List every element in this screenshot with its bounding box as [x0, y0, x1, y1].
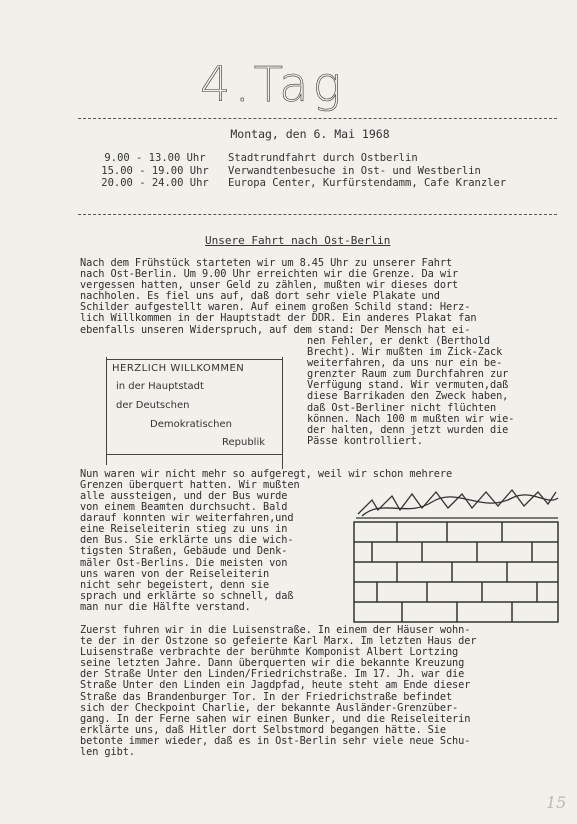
schedule-time: 20.00 - 24.00 Uhr	[101, 177, 209, 189]
sign-post-left	[106, 357, 107, 465]
schedule-time: 15.00 - 19.00 Uhr	[101, 164, 209, 177]
sign-line: der Deutschen	[116, 400, 190, 411]
page-title: 4.Tag	[200, 57, 346, 113]
schedule-row	[82, 165, 562, 178]
paragraph-city-tour: Zuerst fuhren wir in die Luisenstraße. In einem der Häuser wohn- te der in der Ostzone so gefeierte Karl Marx. Im letzten Haus der Luisenstraße verbrachte der berühmte Komponist Albert Lortzing seine letzten Jahre. Dann überquerten wir die bekannte Kreuzung der Straße Unter den Linden/Friedrichstraße. Im 17. Jh. war die Straße Unter den Linden ein Jagdpfad, heute steht am Ende dieser Straße das Brandenburger Tor. In der Friedrichstraße befindet sich der Checkpoint Charlie, der bekannte Ausländer-Grenzüber- gang. In der Ferne sahen wir einen Bunker, und die Reiseleiterin erklärte uns, daß Hitler dort Selbstmord begangen hätte. Sie betonte immer wieder, daß es in Ost-Berlin sehr viele neue Schu- len gibt.	[80, 624, 477, 759]
barbed-wire-icon	[356, 490, 558, 518]
schedule-activity: Stadtrundfahrt durch Ostberlin	[228, 152, 418, 164]
date-line: Montag, den 6. Mai 1968	[230, 127, 390, 141]
divider-top	[78, 118, 557, 119]
schedule-row	[82, 177, 562, 190]
divider-middle	[78, 214, 557, 215]
sign-line: in der Hauptstadt	[116, 381, 204, 392]
sign-line: Demokratischen	[150, 419, 232, 430]
paragraph-beside-sign: nen Fehler, er denkt (Berthold Brecht). Wir mußten im Zick-Zack weiterfahren, da uns nur ein be- grenzter Raum zum Durchfahren zur Verfügung stand. Wir vermuten,daß diese Barrikaden den Zweck haben, daß Ost-Berliner nicht flüchten können. Nach 100 m mußten wir wie- der halten, denn jetzt wurden die Pässe kontrolliert.	[307, 335, 515, 447]
paragraph-border-crossing: Nun waren wir nicht mehr so aufgeregt, weil wir schon mehrere Grenzen überquert hatten. Wir mußten	[80, 468, 453, 492]
sign-line: Republik	[222, 437, 266, 448]
schedule-row	[82, 152, 562, 165]
sign-line: HERZLICH WILLKOMMEN	[112, 363, 245, 374]
sign-post-right	[282, 357, 283, 469]
paragraph-intro: Nach dem Frühstück starteten wir um 8.45 Uhr zu unserer Fahrt nach Ost-Berlin. Um 9.00 Uhr erreichten wir die Grenze. Da wir vergessen hatten, unser Geld zu zählen, mußten wir dieses dort nachholen. Es fiel uns auf, daß dort sehr viele Plakate und Schilder aufgestellt waren. Auf einem großen Schild stand: Herz- lich Willkommen in der Hauptstadt der DDR. Ein anderes Plakat fan ebenfalls unseren Widerspruch, auf dem stand: Der Mensch hat ei-	[80, 257, 477, 336]
schedule	[82, 152, 562, 190]
section-heading: Unsere Fahrt nach Ost-Berlin	[205, 234, 391, 247]
paragraph-tour-guide: alle aussteigen, und der Bus wurde von einem Beamten durchsucht. Bald darauf konnten wir weiterfahren,und eine Reiseleiterin stieg zu uns in den Bus. Sie erklärte uns die wich- tigsten Straßen, Gebäude und Denk- mäler Ost-Berlins. Die meisten von uns waren von der Reiseleiterin nicht sehr begeistert, denn sie sprach und erklärte so schnell, daß man nur die Hälfte verstand.	[80, 490, 294, 613]
page-number: 15	[546, 793, 567, 812]
schedule-activity: Verwandtenbesuche in Ost- und Westberlin	[228, 164, 481, 177]
wall-illustration	[352, 478, 562, 624]
brick-wall-icon	[354, 522, 558, 622]
schedule-time: 9.00 - 13.00 Uhr	[104, 152, 206, 164]
schedule-activity: Europa Center, Kurfürstendamm, Cafe Kranzler	[228, 177, 507, 189]
welcome-sign-illustration	[100, 357, 290, 472]
